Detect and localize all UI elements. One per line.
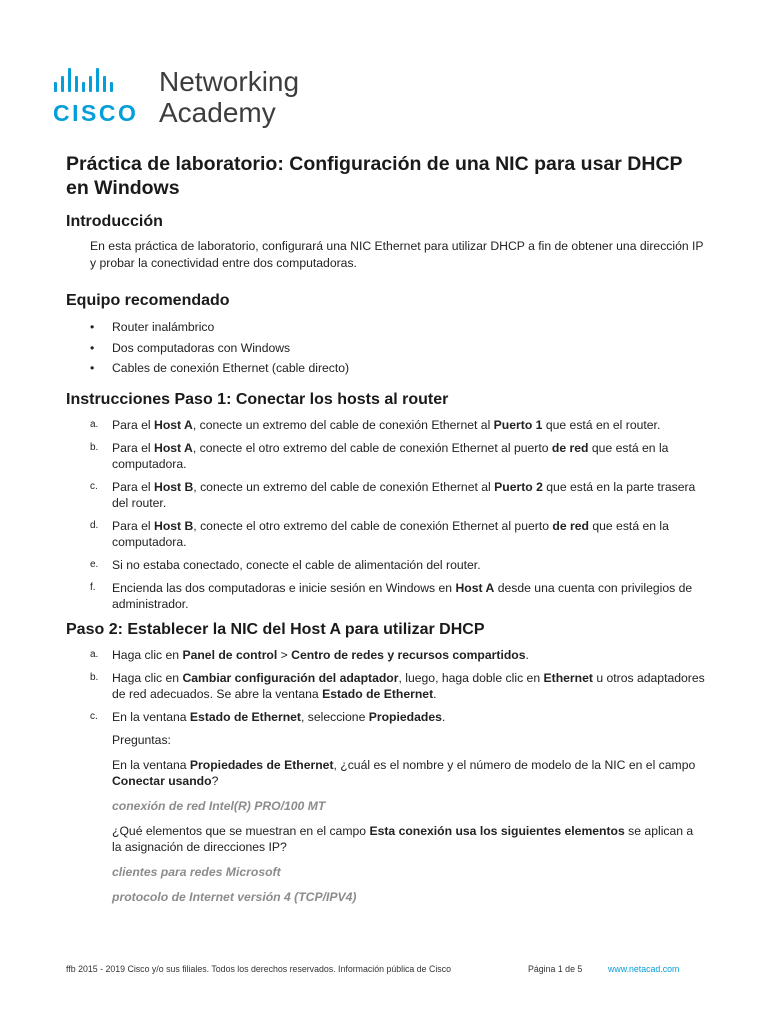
step-letter: c. — [90, 481, 98, 492]
step-item — [66, 709, 706, 725]
cisco-networking-academy-logo — [52, 66, 302, 130]
logo-line-academy: Academy — [159, 97, 276, 128]
step-text: Para el Host A, conecte un extremo del cable de conexión Ethernet al Puerto 1 que está en el router. — [112, 418, 661, 432]
logo-line-networking: Networking — [159, 66, 300, 97]
step-text: Para el Host B, conecte el otro extremo del cable de conexión Ethernet al puerto de red que está en la computadora. — [112, 519, 669, 549]
step-letter: b. — [90, 442, 99, 453]
step-letter: e. — [90, 559, 99, 570]
question-1: En la ventana Propiedades de Ethernet, ¿cuál es el nombre y el número de modelo de la NIC en el campo Conectar usando? — [112, 758, 696, 788]
footer-copyright: ffb 2015 - 2019 Cisco y/o sus filiales. Todos los derechos reservados. Información pública de Cisco — [66, 964, 451, 974]
equipment-list — [66, 319, 706, 377]
step-letter: f. — [90, 582, 96, 593]
step-text: Para el Host B, conecte un extremo del cable de conexión Ethernet al Puerto 2 que está en la parte trasera del router. — [112, 480, 696, 510]
step-text: Encienda las dos computadoras e inicie sesión en Windows en Host A desde una cuenta con privilegios de administrador. — [112, 581, 693, 611]
step-item — [66, 580, 706, 612]
step-letter: c. — [90, 711, 98, 722]
step-text: Haga clic en Cambiar configuración del adaptador, luego, haga doble clic en Ethernet u otros adaptadores de red adecuados. Se abre la ventana Estado de Ethernet. — [112, 671, 705, 701]
step1-heading: Instrucciones Paso 1: Conectar los hosts al router — [66, 391, 449, 408]
list-item: • Cables de conexión Ethernet (cable directo) — [66, 360, 706, 377]
intro-heading: Introducción — [66, 213, 163, 230]
step-letter: b. — [90, 672, 99, 683]
step-text: Haga clic en Panel de control > Centro de redes y recursos compartidos. — [112, 648, 529, 662]
answer-2b: protocolo de Internet versión 4 (TCP/IPV4) — [112, 890, 357, 904]
cisco-wordmark: CISCO — [53, 100, 139, 126]
list-item: • Router inalámbrico — [66, 319, 706, 336]
step-item — [66, 518, 706, 550]
equipment-heading: Equipo recomendado — [66, 292, 230, 309]
step-item — [66, 647, 706, 663]
intro-text: En esta práctica de laboratorio, configurará una NIC Ethernet para utilizar DHCP a fin de obtener una dirección IP y probar la conectividad entre dos computadoras. — [90, 239, 704, 270]
step-item — [66, 557, 706, 573]
step-text: En la ventana Estado de Ethernet, seleccione Propiedades. — [112, 710, 446, 724]
answer-2a: clientes para redes Microsoft — [112, 865, 281, 879]
step-text: Para el Host A, conecte el otro extremo del cable de conexión Ethernet al puerto de red que está en la computadora. — [112, 441, 669, 471]
question-2: ¿Qué elementos que se muestran en el campo Esta conexión usa los siguientes elementos se aplican a la asignación de direcciones IP? — [112, 824, 694, 854]
preguntas-label: Preguntas: — [112, 733, 171, 747]
page-title: Práctica de laboratorio: Configuración de una NIC para usar DHCP en Windows — [66, 153, 683, 199]
footer-site-link[interactable]: www.netacad.com — [608, 964, 680, 974]
step2-heading: Paso 2: Establecer la NIC del Host A para utilizar DHCP — [66, 621, 485, 638]
step-text: Si no estaba conectado, conecte el cable de alimentación del router. — [112, 558, 481, 572]
list-item: • Dos computadoras con Windows — [66, 340, 706, 357]
step-item — [66, 479, 706, 511]
step-letter: d. — [90, 520, 99, 531]
step-letter: a. — [90, 649, 99, 660]
step-item — [66, 417, 706, 433]
step2-list — [66, 647, 706, 725]
answer-1: conexión de red Intel(R) PRO/100 MT — [112, 799, 326, 813]
step-item — [66, 440, 706, 472]
step1-list — [66, 417, 706, 612]
step-item — [66, 670, 706, 702]
document-body — [66, 152, 706, 905]
step-letter: a. — [90, 419, 99, 430]
footer-page-number: Página 1 de 5 — [528, 964, 583, 974]
